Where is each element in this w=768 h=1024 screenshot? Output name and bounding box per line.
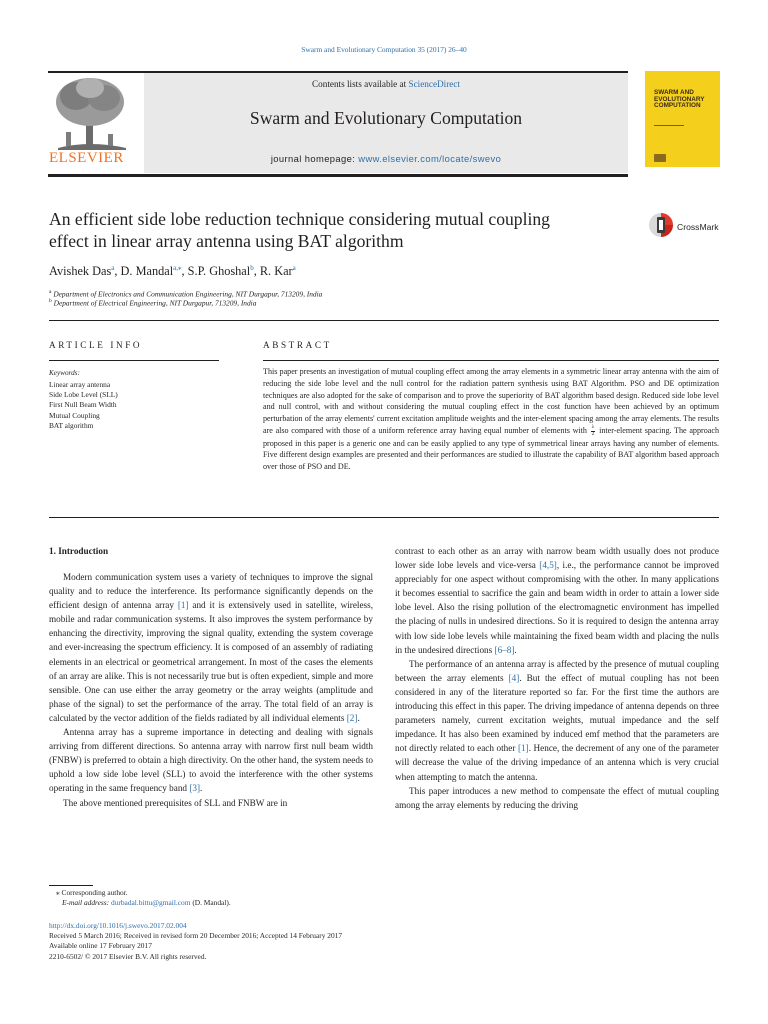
affiliation-b	[49, 298, 256, 307]
sciencedirect-link[interactable]: ScienceDirect	[408, 79, 460, 89]
article-info-heading: ARTICLE INFO	[49, 340, 143, 350]
footnote-rule	[49, 885, 93, 886]
abstract-text	[263, 366, 719, 473]
homepage-label: journal homepage:	[270, 153, 359, 164]
citation-link[interactable]: [4]	[508, 672, 520, 683]
author-affiliation-marker[interactable]: a,⁎	[173, 264, 182, 272]
body-column-left	[49, 570, 373, 810]
paragraph: This paper introduces a new method to compensate the effect of mutual coupling among the array elements by reducing the driving	[395, 785, 719, 810]
affiliation-text: Department of Electrical Engineering, NIT Durgapur, 713209, India	[53, 298, 257, 308]
article-history-block	[49, 921, 342, 962]
keyword-item: Side Lobe Level (SLL)	[49, 390, 118, 400]
section-heading-introduction: 1. Introduction	[49, 546, 109, 556]
citation-link[interactable]: [2]	[346, 712, 358, 723]
keywords-label: Keywords:	[49, 369, 80, 377]
author-list: Avishek Das$^a$, D. Mandal$^{a,⁎}$, S.P. Ghoshal$^b$, R. Kar$^a$	[49, 264, 296, 279]
header-bottom-rule	[48, 174, 628, 177]
elsevier-wordmark: ELSEVIER	[49, 150, 124, 166]
cover-publisher-mark	[654, 154, 666, 162]
citation-link[interactable]: [1]	[517, 743, 529, 754]
abstract-text-part-2: inter-element spacing. The approach proposed in this paper is a generic one and can be easily applied to any type of symmetrical linear arrays having any number of elements. Five different design examples are presented and their performances are studied to illustrate the capability of BAT algorithm based approach over those of PSO and DE.	[263, 426, 719, 472]
citation-link[interactable]: [1]	[177, 600, 189, 611]
email-label: E-mail address:	[62, 898, 111, 907]
copyright-line: 2210-6502/ © 2017 Elsevier B.V. All rights reserved.	[49, 951, 207, 961]
paragraph-text: .	[200, 783, 203, 794]
keyword-item: Mutual Coupling	[49, 410, 100, 420]
contents-lists-line	[144, 79, 628, 89]
crossmark-label[interactable]: CrossMark	[677, 222, 719, 232]
citation-link[interactable]: [3]	[189, 783, 201, 794]
doi-link[interactable]: http://dx.doi.org/10.1016/j.swevo.2017.02.004	[49, 921, 187, 930]
article-title-line-1: An efficient side lobe reduction technique considering mutual coupling	[49, 209, 550, 229]
journal-cover-thumbnail[interactable]	[645, 71, 720, 167]
author-name[interactable]: D. Mandal	[120, 264, 174, 279]
email-footnote	[62, 898, 231, 908]
article-info-rule	[49, 360, 219, 361]
keyword-item: First Null Beam Width	[49, 400, 117, 410]
paragraph	[49, 570, 373, 725]
email-owner: (D. Mandal).	[190, 898, 231, 907]
journal-name: Swarm and Evolutionary Computation	[249, 108, 523, 128]
paragraph-text: . But the effect of mutual coupling has not been considered in any of the literature reported so far. For the first time the authors are introducing this effect in this paper. The driving impedance of antenna depends on three parameters namely, current excitation weights, mutual impedance and the self impedance. It has also been examined by induced emf method that the parameters are not directly related to each other	[395, 672, 720, 754]
article-title	[49, 209, 629, 252]
fraction-numerator: λ	[591, 423, 595, 430]
cover-title: SWARM AND EVOLUTIONARY COMPUTATION	[654, 89, 705, 110]
paragraph-text: and it is extensively used in satellite, wireless, mobile and radar communication systems. It also improves the system performance by enhancing the directivity, improving the signal quality, extending the system coverage and ever-increasing the spectrum efficiency. It is composed of an assembly of radiating elements in an electrical or geometrical arrangement. In most of the cases the elements of an array are alike. This is not necessarily true but is often expedient, simple and more sensible. One can use either the array geometry or the array weights (amplitude and phase of the signal) to set the performance of the array. The total field of an array is calculated by the vector addition of the fields radiated by all individual elements	[49, 600, 373, 723]
citation-link[interactable]: [4,5]	[539, 560, 557, 571]
fraction-denominator: 2	[591, 430, 595, 437]
author-affiliation-marker[interactable]: b	[250, 264, 254, 272]
affiliation-marker: a	[49, 289, 52, 295]
contents-prefix: Contents lists available at	[312, 79, 409, 89]
corresponding-author-footnote: ⁎ Corresponding author.	[56, 888, 128, 897]
homepage-link[interactable]: www.elsevier.com/locate/swevo	[358, 153, 502, 164]
abstract-text-part-1: This paper presents an investigation of mutual coupling effect among the array elements in a symmetric linear array antenna with the aim of reducing the side lobe level and the null control for the radiation pattern synthesis using BAT Algorithm. PSO and DE optimization techniques are also adopted for the sake of comparison and to prove the superiority of BAT algorithm based design. Reduced side lobe level and null control, with and without considering the mutual coupling effect in the cost function have been achieved by an optimum perturbation of the array elements' current excitation amplitude weights and the inter-element spacing among the array elements. The results are also compared with those of a uniform reference array having equal number of elements with	[263, 367, 719, 436]
journal-homepage-line	[144, 153, 628, 164]
paragraph	[395, 544, 719, 657]
keyword-item: Linear array antenna	[49, 380, 111, 389]
keyword-item: BAT algorithm	[49, 420, 94, 430]
author-name[interactable]: R. Kar	[259, 264, 293, 279]
paragraph-text: . Hence, the decrement of any one of the parameter will decrease the value of the driving impedance of an antenna which is very crucial when attempting to match the antenna.	[395, 743, 719, 782]
affiliation-text: Department of Electronics and Communication Engineering, NIT Durgapur, 713209, India	[53, 289, 323, 299]
paragraph-text: Antenna array has a supreme importance in detecting and dealing with signals arriving from different directions. So antenna array with narrow first null beam width (FNBW) is preferred to obtain a high directivity. On the other hand, the system needs to uphold a low side lobe level (SLL) to avoid the interference with the other systems operating in the same frequency band	[49, 727, 373, 794]
cover-divider	[654, 125, 684, 126]
lambda-over-two-fraction	[591, 425, 596, 438]
available-online-date: Available online 17 February 2017	[49, 941, 152, 951]
abstract-heading: ABSTRACT	[263, 340, 332, 350]
keywords-list	[49, 380, 118, 431]
body-column-right	[395, 544, 719, 812]
author-name[interactable]: Avishek Das	[49, 264, 112, 279]
author-affiliation-marker[interactable]: a	[292, 264, 296, 272]
paragraph-text: .	[514, 644, 517, 655]
paragraph-text: The performance of an antenna array is affected by the presence of mutual coupling between the array elements	[395, 658, 719, 683]
affiliation-marker: b	[49, 298, 52, 304]
author-name[interactable]: S.P. Ghoshal	[187, 264, 251, 279]
paragraph	[395, 657, 719, 784]
citation-link[interactable]: [6–8]	[494, 644, 515, 655]
journal-citation[interactable]: Swarm and Evolutionary Computation 35 (2017) 26–40	[301, 45, 467, 54]
paragraph: The above mentioned prerequisites of SLL and FNBW are in	[63, 797, 288, 808]
paragraph-text: .	[357, 712, 360, 723]
front-matter-end-rule	[49, 517, 719, 518]
author-affiliation-marker[interactable]: a	[111, 264, 115, 272]
email-link[interactable]: durbadal.bittu@gmail.com	[111, 898, 191, 907]
paragraph-text: , i.e., the performance cannot be improved appreciably for one aspect without compromising with the other. In many applications it becomes essential to sacrifice the gain and beam width in order to attain a lower side lobe level. Also the rising pollution of the electromagnetic environment has impelled the placing of nulls in undesired directions. So it is required to design the antenna array with low side lobe levels while maintaining the fixed beam width and placing the nulls in the undesired directions	[395, 560, 719, 655]
abstract-rule	[263, 360, 719, 361]
affiliation-rule	[49, 320, 719, 321]
received-dates: Received 5 March 2016; Received in revised form 20 December 2016; Accepted 14 February 2017	[49, 931, 343, 941]
paragraph	[49, 725, 373, 795]
paragraph-text: contrast to each other as an array with narrow beam width usually does not produce lower side lobe levels and vice-versa	[395, 546, 719, 571]
paragraph-text: Modern communication system uses a variety of techniques to improve the signal quality and to reduce the interference. Its performance significantly depends on the efficient design of antenna array	[49, 572, 373, 611]
article-title-line-2: effect in linear array antenna using BAT algorithm	[49, 230, 404, 251]
